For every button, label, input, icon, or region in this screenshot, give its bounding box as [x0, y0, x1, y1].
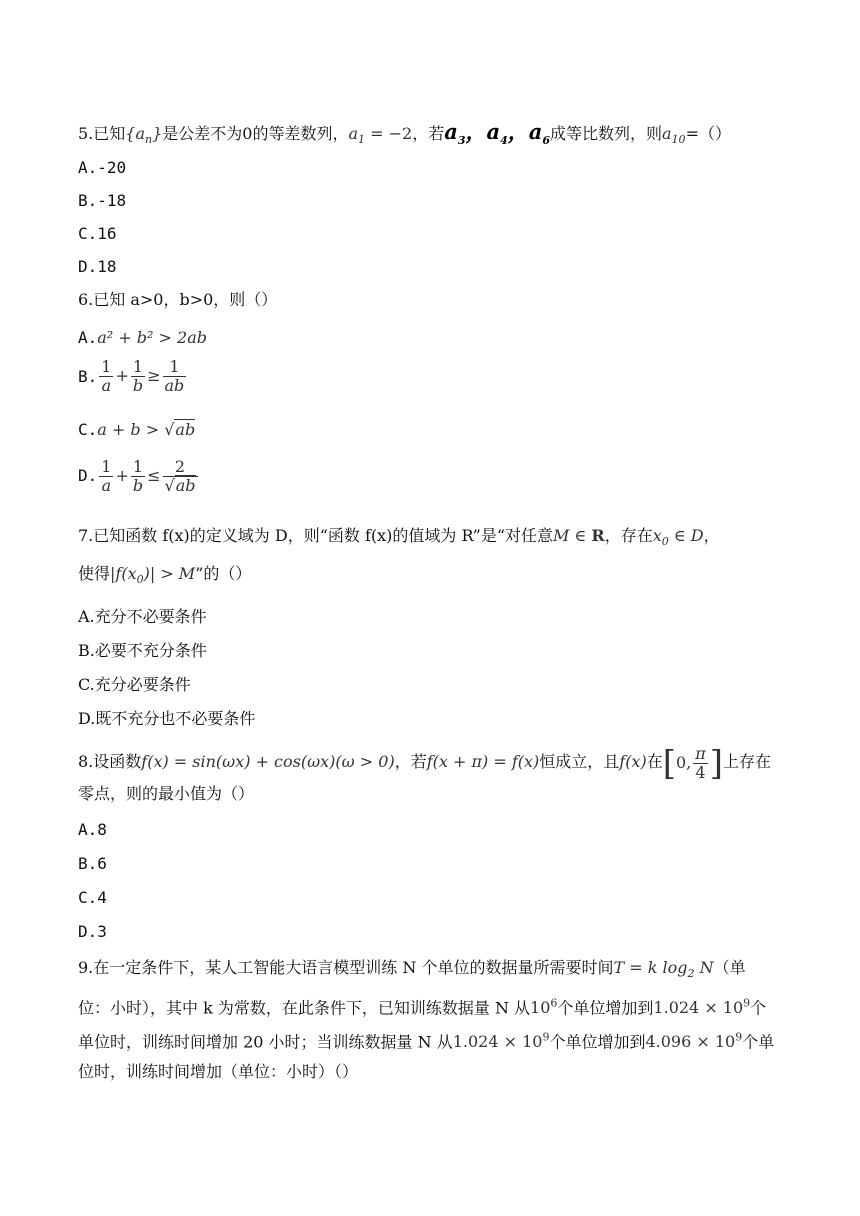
q8-option-b: B.6	[78, 854, 107, 873]
q6-option-c: C.a + b > √ab	[78, 420, 196, 439]
q5-a4: $a_4$	[486, 119, 508, 148]
q5-comma-2: ，	[507, 119, 529, 144]
q8-interval: [0, $\frac{\pi}{4}$ ]	[662, 743, 724, 783]
q5-option-a: A.-20	[78, 158, 127, 177]
q8-option-d: D.3	[78, 922, 107, 941]
q5-a1: $a_1 = -2$	[348, 124, 413, 147]
question-9-stem-line-1: 9.在一定条件下，某人工智能大语言模型训练 N 个单位的数据量所需要时间T = k $\log_2 N$（单	[78, 958, 746, 981]
q6d-frac-1: $\frac{1}{a}$	[101, 457, 112, 495]
question-5-stem	[78, 120, 790, 153]
q7-option-b: B.必要不充分条件	[78, 641, 207, 660]
question-6-stem: 6.已知 a>0，b>0，则（）	[78, 290, 278, 309]
q8-option-a: A.8	[78, 820, 107, 839]
q9-math-5: $4.096 \times 10^9$	[645, 1031, 743, 1052]
q6-option-a: A.a² + b² > 2ab	[78, 328, 207, 347]
q6d-frac-3: $\frac{2}{√ab}$	[164, 457, 196, 495]
question-7-stem-line-2: 使得$|f(x_0)| > M$”的（）	[78, 564, 252, 587]
q6b-frac-1: $\frac{1}{a}$	[101, 357, 112, 395]
question-8-stem-line-1: 8.设函数f(x) = sin(ωx) + cos(ωx)(ω > 0)，若f(x + π) = f(x)恒成立，且f(x)在[0, $\frac{\pi}{4}$ ]上存在	[78, 740, 790, 785]
q5-a3: $a_3$	[444, 119, 466, 148]
question-8-stem-line-2: 零点，则的最小值为（）	[78, 784, 255, 803]
q5-seq: $\{a_n\}$	[125, 124, 163, 147]
q7-option-d: D.既不充分也不必要条件	[78, 709, 256, 728]
q7-option-c: C.充分必要条件	[78, 675, 191, 694]
q6-option-b: B. $\frac{1}{a}$ + $\frac{1}{b}$ ≥ $\frac{1}{ab}$	[78, 357, 185, 395]
q9-math-2: $10^6$	[530, 997, 558, 1018]
q6-option-a-math: a² + b² > 2ab	[97, 328, 207, 347]
q6b-frac-3: $\frac{1}{ab}$	[164, 357, 185, 395]
q7-math-2: $x_0$ ∈ D	[652, 526, 704, 549]
q5-text-2: 是公差不为0的等差数列，	[162, 124, 349, 143]
q5-comma-1: ，	[465, 119, 487, 144]
q8-math-1: f(x) = sin(ωx) + cos(ωx)(ω > 0)	[141, 752, 395, 771]
q5-text-1: 5.已知	[78, 124, 126, 143]
question-9-stem-line-3: 单位时，训练时间增加 20 小时；当训练数据量 N 从$1.024 \times 10^9$个单位增加到$4.096 \times 10^9$个单	[78, 1031, 775, 1052]
q5-a10: $a_{10}$	[662, 124, 686, 147]
q6-option-d: D. $\frac{1}{a}$ + $\frac{1}{b}$ ≤ $\frac{2}{√ab}$	[78, 457, 196, 495]
q9-math-1: T = k $\log_2 N$	[613, 958, 714, 981]
q5-option-b: B.-18	[78, 191, 127, 210]
question-9-stem-line-2: 位：小时），其中 k 为常数，在此条件下，已知训练数据量 N 从$10^6$个单位增加到$1.024 \times 10^9$个	[78, 997, 767, 1018]
q7-math-1: M ∈ R	[553, 526, 605, 545]
question-9-stem-line-4: 位时，训练时间增加（单位：小时）（）	[78, 1062, 359, 1081]
q9-math-3: $1.024 \times 10^9$	[653, 997, 751, 1018]
q9-math-4: $1.024 \times 10^9$	[452, 1031, 550, 1052]
q8-math-2: f(x + π) = f(x)	[426, 752, 540, 771]
q5-text-4: 成等比数列，则	[550, 124, 663, 143]
q5-a6: $a_6$	[528, 119, 550, 148]
q5-text-5: =（）	[685, 124, 731, 143]
q8-option-c: C.4	[78, 888, 107, 907]
q6d-frac-2: $\frac{1}{b}$	[132, 457, 144, 495]
q5-option-d: D.18	[78, 257, 117, 276]
q8-math-3: f(x)	[619, 752, 647, 771]
question-7-stem-line-1: 7.已知函数 f(x)的定义域为 D，则“函数 f(x)的值域为 R”是“对任意M ∈ R，存在$x_0$ ∈ D，	[78, 526, 720, 549]
q7-math-3: $|f(x_0)| > M$	[110, 564, 196, 587]
q6b-frac-2: $\frac{1}{b}$	[132, 357, 144, 395]
q5-option-c: C.16	[78, 224, 117, 243]
q5-text-3: ，若	[412, 124, 445, 143]
q7-option-a: A.充分不必要条件	[78, 607, 207, 626]
